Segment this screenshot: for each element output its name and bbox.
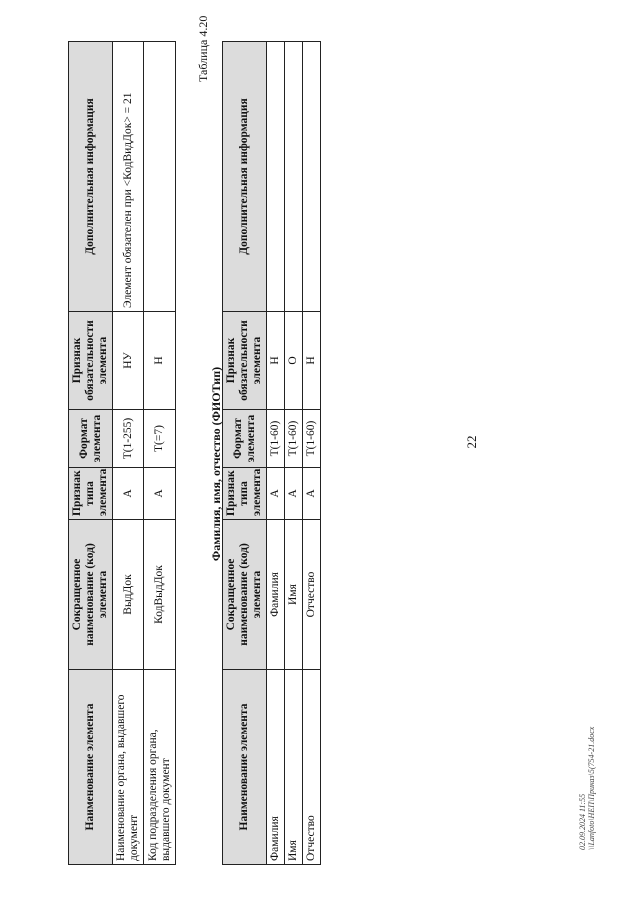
table-cell: Отчество: [303, 670, 321, 865]
table-row: [285, 42, 303, 865]
table-cell: Имя: [285, 670, 303, 865]
table-caption: Таблица 4.20: [196, 15, 210, 82]
table-cell: Фамилия: [267, 520, 285, 670]
table-cell: О: [285, 312, 303, 410]
table-cell: Н: [267, 312, 285, 410]
table-cell: ВыдДок: [113, 520, 144, 670]
table-cell: T(1-60): [285, 410, 303, 468]
table-cell: Фамилия: [267, 670, 285, 865]
header-cell: Дополнительная информация: [223, 42, 267, 312]
table-cell: T(1-60): [303, 410, 321, 468]
table-cell: Наименование органа, выдавшего документ: [113, 670, 144, 865]
table1-wrapper: [68, 42, 172, 865]
table-cell: Элемент обязателен при <КодВидДок> = 21: [113, 42, 144, 312]
table-cell: [144, 42, 176, 312]
table1-header-row: [69, 42, 113, 865]
table2-wrapper: [222, 42, 317, 865]
header-cell: Наименование элемента: [223, 670, 267, 865]
table-cell: Имя: [285, 520, 303, 670]
header-cell: Наименование элемента: [69, 670, 113, 865]
table-cell: Н: [303, 312, 321, 410]
header-cell: Формат элемента: [69, 410, 113, 468]
table-cell: А: [113, 468, 144, 520]
table-cell: T(1-60): [267, 410, 285, 468]
footer-timestamp: 02.09.2024 11:55: [578, 793, 587, 850]
table-cell: [285, 42, 303, 312]
header-cell: Сокращенное наименование (код) элемента: [69, 520, 113, 670]
header-cell: Признак обязательности элемента: [69, 312, 113, 410]
table-cell: Код подразделения органа, выдавшего документ: [144, 670, 176, 865]
footer-file-path: \\Lanfoto\НЕП\Приказ\5(754-21.docx: [587, 726, 596, 850]
table-title: Фамилия, имя, отчество (ФИОТип): [209, 366, 223, 562]
table-cell: T(1-255): [113, 410, 144, 468]
table-cell: А: [144, 468, 176, 520]
header-cell: Признак обязательности элемента: [223, 312, 267, 410]
table-row: [144, 42, 176, 865]
table-cell: Н: [144, 312, 176, 410]
table-cell: А: [285, 468, 303, 520]
table-cell: T(=7): [144, 410, 176, 468]
header-cell: Формат элемента: [223, 410, 267, 468]
table-cell: А: [267, 468, 285, 520]
table2-header-row: [223, 42, 267, 865]
table1: [68, 41, 176, 865]
document-footer: [578, 680, 596, 850]
header-cell: Признак типа элемента: [69, 468, 113, 520]
header-cell: Сокращенное наименование (код) элемента: [223, 520, 267, 670]
table2: [222, 41, 321, 865]
table-cell: КодВыдДок: [144, 520, 176, 670]
table-cell: НУ: [113, 312, 144, 410]
header-cell: Дополнительная информация: [69, 42, 113, 312]
table-cell: [303, 42, 321, 312]
table-cell: А: [303, 468, 321, 520]
page-number: 22: [464, 435, 479, 449]
table-row: [303, 42, 321, 865]
table-cell: [267, 42, 285, 312]
table-cell: Отчество: [303, 520, 321, 670]
table-row: [113, 42, 144, 865]
header-cell: Признак типа элемента: [223, 468, 267, 520]
table-row: [267, 42, 285, 865]
